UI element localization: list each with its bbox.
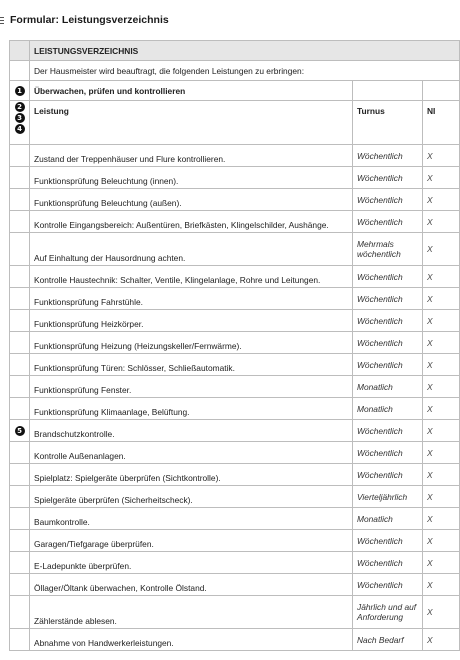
table-row (10, 420, 460, 442)
table-row (10, 530, 460, 552)
nb-cell: X (423, 376, 460, 398)
nb-cell: X (423, 266, 460, 288)
table-row (10, 266, 460, 288)
section-empty-turnus (353, 81, 423, 101)
table-row (10, 354, 460, 376)
callout-marker: 4 (15, 124, 25, 134)
table-heading-row (10, 41, 460, 61)
task-cell: Funktionsprüfung Fenster. (30, 376, 353, 398)
nb-cell: X (423, 189, 460, 211)
turnus-cell: Wöchentlich (353, 266, 423, 288)
row-marker-cell (10, 233, 30, 266)
table-row (10, 332, 460, 354)
callout-marker: 2 (15, 102, 25, 112)
nb-cell: X (423, 442, 460, 464)
table-row (10, 167, 460, 189)
nb-cell: X (423, 552, 460, 574)
column-header-turnus: Turnus (353, 101, 423, 145)
turnus-cell: Wöchentlich (353, 464, 423, 486)
task-cell: Funktionsprüfung Heizkörper. (30, 310, 353, 332)
task-cell: Baumkontrolle. (30, 508, 353, 530)
list-lines-icon (0, 15, 4, 25)
section-marker-cell (10, 81, 30, 101)
table-row (10, 486, 460, 508)
row-marker-cell (10, 596, 30, 629)
task-cell: Zählerstände ablesen. (30, 596, 353, 629)
turnus-cell: Wöchentlich (353, 310, 423, 332)
row-marker-cell (10, 552, 30, 574)
nb-cell: X (423, 398, 460, 420)
row-marker-cell (10, 629, 30, 651)
section-title: Überwachen, prüfen und kontrollieren (30, 81, 353, 101)
column-header-row (10, 101, 460, 145)
row-marker-cell (10, 310, 30, 332)
nb-cell: X (423, 596, 460, 629)
nb-cell: X (423, 233, 460, 266)
turnus-cell: Wöchentlich (353, 530, 423, 552)
turnus-cell: Wöchentlich (353, 288, 423, 310)
task-cell: Kontrolle Eingangsbereich: Außentüren, Briefkästen, Klingelschilder, Aushänge. (30, 211, 353, 233)
row-marker-cell (10, 420, 30, 442)
row-marker-cell (10, 354, 30, 376)
column-marker-cell (10, 101, 30, 145)
task-cell: Funktionsprüfung Fahrstühle. (30, 288, 353, 310)
table-row (10, 442, 460, 464)
turnus-cell: Wöchentlich (353, 442, 423, 464)
task-cell: Garagen/Tiefgarage überprüfen. (30, 530, 353, 552)
task-cell: Brandschutzkontrolle. (30, 420, 353, 442)
row-marker-cell (10, 376, 30, 398)
turnus-cell: Wöchentlich (353, 420, 423, 442)
nb-cell: X (423, 420, 460, 442)
table-row (10, 211, 460, 233)
column-header-nb: NI (423, 101, 460, 145)
turnus-cell: Jährlich und auf Anforderung (353, 596, 423, 629)
nb-cell: X (423, 629, 460, 651)
task-cell: Spielplatz: Spielgeräte überprüfen (Sichtkontrolle). (30, 464, 353, 486)
turnus-cell: Wöchentlich (353, 332, 423, 354)
callout-marker: 5 (15, 426, 25, 436)
turnus-cell: Mehrmals wöchentlich (353, 233, 423, 266)
section-empty-nb (423, 81, 460, 101)
turnus-cell: Wöchentlich (353, 211, 423, 233)
table-row (10, 376, 460, 398)
nb-cell: X (423, 167, 460, 189)
turnus-cell: Monatlich (353, 508, 423, 530)
table-row (10, 145, 460, 167)
row-marker-cell (10, 332, 30, 354)
nb-cell: X (423, 145, 460, 167)
nb-cell: X (423, 486, 460, 508)
row-marker-cell (10, 167, 30, 189)
table-row (10, 629, 460, 651)
row-marker-cell (10, 464, 30, 486)
row-marker-cell (10, 288, 30, 310)
task-cell: Kontrolle Haustechnik: Schalter, Ventile, Klingelanlage, Rohre und Leitungen. (30, 266, 353, 288)
nb-cell: X (423, 530, 460, 552)
intro-marker-cell (10, 61, 30, 81)
section-row (10, 81, 460, 101)
form-header (0, 14, 434, 32)
row-marker-cell (10, 508, 30, 530)
intro-row (10, 61, 460, 81)
turnus-cell: Wöchentlich (353, 167, 423, 189)
turnus-cell: Monatlich (353, 376, 423, 398)
row-marker-cell (10, 442, 30, 464)
nb-cell: X (423, 508, 460, 530)
nb-cell: X (423, 574, 460, 596)
column-header-task: Leistung (30, 101, 353, 145)
table-row (10, 398, 460, 420)
table-row (10, 596, 460, 629)
nb-cell: X (423, 310, 460, 332)
task-cell: Funktionsprüfung Beleuchtung (innen). (30, 167, 353, 189)
callout-marker: 1 (15, 86, 25, 96)
row-marker-cell (10, 266, 30, 288)
task-cell: Funktionsprüfung Türen: Schlösser, Schließautomatik. (30, 354, 353, 376)
turnus-cell: Wöchentlich (353, 145, 423, 167)
task-cell: Funktionsprüfung Klimaanlage, Belüftung. (30, 398, 353, 420)
task-cell: Spielgeräte überprüfen (Sicherheitscheck). (30, 486, 353, 508)
task-cell: Zustand der Treppenhäuser und Flure kontrollieren. (30, 145, 353, 167)
row-marker-cell (10, 189, 30, 211)
table-row (10, 508, 460, 530)
intro-text: Der Hausmeister wird beauftragt, die folgenden Leistungen zu erbringen: (30, 61, 460, 81)
nb-cell: X (423, 211, 460, 233)
turnus-cell: Wöchentlich (353, 189, 423, 211)
table-heading: LEISTUNGSVERZEICHNIS (30, 41, 460, 61)
task-cell: Funktionsprüfung Heizung (Heizungskeller/Fernwärme). (30, 332, 353, 354)
nb-cell: X (423, 288, 460, 310)
task-cell: Öllager/Öltank überwachen, Kontrolle Ölstand. (30, 574, 353, 596)
nb-cell: X (423, 332, 460, 354)
turnus-cell: Wöchentlich (353, 354, 423, 376)
nb-cell: X (423, 354, 460, 376)
row-marker-cell (10, 486, 30, 508)
form-title: Formular: Leistungsverzeichnis (10, 14, 169, 26)
row-marker-cell (10, 145, 30, 167)
row-marker-cell (10, 530, 30, 552)
nb-cell: X (423, 464, 460, 486)
table-row (10, 464, 460, 486)
task-cell: Kontrolle Außenanlagen. (30, 442, 353, 464)
heading-marker-cell (10, 41, 30, 61)
task-cell: E-Ladepunkte überprüfen. (30, 552, 353, 574)
row-marker-cell (10, 398, 30, 420)
turnus-cell: Wöchentlich (353, 552, 423, 574)
table-row (10, 288, 460, 310)
callout-marker: 3 (15, 113, 25, 123)
turnus-cell: Wöchentlich (353, 574, 423, 596)
table-row (10, 189, 460, 211)
turnus-cell: Nach Bedarf (353, 629, 423, 651)
table-row (10, 574, 460, 596)
leistungsverzeichnis-table (9, 40, 460, 651)
table-row (10, 310, 460, 332)
task-cell: Funktionsprüfung Beleuchtung (außen). (30, 189, 353, 211)
row-marker-cell (10, 574, 30, 596)
row-marker-cell (10, 211, 30, 233)
task-cell: Auf Einhaltung der Hausordnung achten. (30, 233, 353, 266)
turnus-cell: Monatlich (353, 398, 423, 420)
table-row (10, 233, 460, 266)
turnus-cell: Vierteljährlich (353, 486, 423, 508)
table-row (10, 552, 460, 574)
task-cell: Abnahme von Handwerkerleistungen. (30, 629, 353, 651)
